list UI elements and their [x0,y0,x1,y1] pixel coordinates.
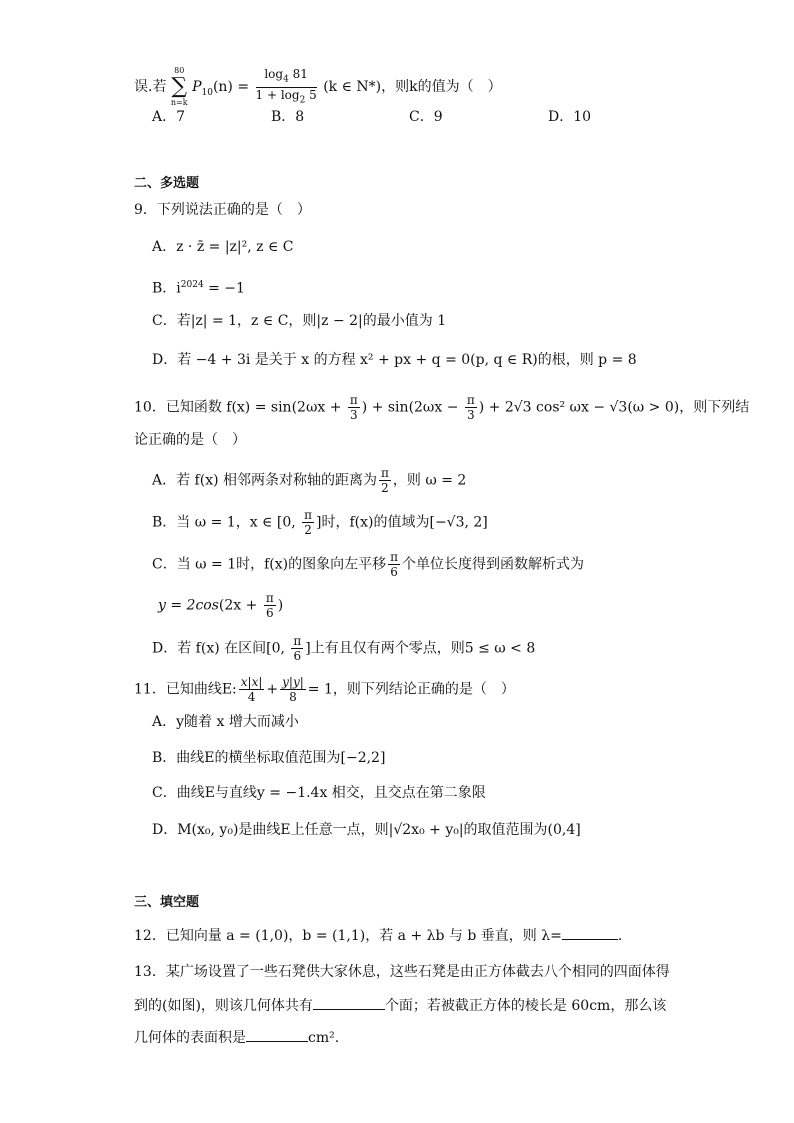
q9-option-c[interactable]: C．若|z| = 1，z ∈ C，则|z − 2|的最小值为 1 [152,313,447,329]
sum-symbol: 80 ∑ n=k [170,66,188,107]
q11-option-d[interactable]: D．M(x₀, y₀)是曲线E上任意一点，则|√2x₀ + y₀|的取值范围为(0,4] [152,822,581,838]
q13-line2: 到的(如图)，则该几何体共有 个面；若被截正方体的棱长是 60cm，那么该 [134,995,666,1016]
q9-option-b[interactable]: B．$i^{2024} = -1$ [152,280,245,297]
q13-area-blank[interactable] [246,1027,308,1042]
q13-line1: 13．某广场设置了一些石凳供大家休息，这些石凳是由正方体截去八个相同的四面体得 [134,964,670,980]
q12-stem: 12．已知向量 a = (1,0)，b = (1,1)，若 a + λb 与 b 垂直，则 λ= . [134,925,622,946]
q8-fraction: $\frac{\log_4 81}{1 + \log_2 5}$ [255,67,317,105]
q13-faces-blank[interactable] [313,995,385,1010]
q10-option-c-formula: y = 2cos(2x + $\frac{\pi}{6}$ ) [158,591,284,620]
q9-option-d[interactable]: D．若 −4 + 3i 是关于 x 的方程 x² + px + q = 0(p, q ∈ R)的根，则 p = 8 [152,352,637,368]
q8-option-d[interactable]: D．10 [548,109,592,125]
q12-answer-blank[interactable] [562,925,618,940]
q11-option-b[interactable]: B．曲线E的横坐标取值范围为[−2,2] [152,750,386,766]
q8-option-c[interactable]: C．9 [409,109,443,125]
section-multi-choice-heading: 二、多选题 [134,176,200,191]
q8-prefix: 误.若 [134,79,167,95]
q10-stem-line2: 论正确的是（ ） [134,432,246,448]
q9-stem: 9．下列说法正确的是（ ） [134,202,311,218]
q10-option-b[interactable]: B．当 ω = 1，x ∈ [0, $\frac{\pi}{2}$ ]时，f(x)的值域为[−√3, 2] [152,508,488,537]
q10-option-d[interactable]: D．若 f(x) 在区间[0, $\frac{\pi}{6}$ ]上有且仅有两个零点，则5 ≤ ω < 8 [152,634,536,663]
q10-option-a[interactable]: A．若 f(x) 相邻两条对称轴的距离为 $\frac{\pi}{2}$ ，则 ω = 2 [152,466,467,495]
q13-line3: 几何体的表面积是 cm². [134,1027,339,1048]
q10-option-c[interactable]: C．当 ω = 1时，f(x)的图象向左平移 $\frac{\pi}{6}$ 个单位长度得到函数解析式为 [152,550,585,579]
q11-option-c[interactable]: C．曲线E与直线y = −1.4x 相交，且交点在第二象限 [152,785,486,801]
section-fill-blank-heading: 三、填空题 [134,895,200,910]
q8-option-a[interactable]: A．7 [152,109,186,125]
q9-option-a[interactable]: A．z · z̄ = |z|², z ∈ C [152,239,294,255]
q10-stem-line1: 10．已知函数 f(x) = sin(2ωx + $\frac{\pi}{3}$ ) + sin(2ωx − $\frac{\pi}{3}$ ) + 2√3 cos² ωx − √3(ω > 0)，则下列结 [134,393,750,422]
q8-stem: 误.若 80 ∑ n=k $P_{10}(n)$ = $\frac{\log_4 81}{1 + \log_2 5}$ (k ∈ N*)，则k的值为（ ） [134,66,502,107]
q8-option-b[interactable]: B．8 [271,109,305,125]
q11-stem: 11．已知曲线E: $\frac{x|x|}{4}$ + $\frac{y|y|}{8}$ = 1，则下列结论正确的是（ ） [134,675,515,704]
q11-option-a[interactable]: A．y随着 x 增大而减小 [152,714,299,730]
